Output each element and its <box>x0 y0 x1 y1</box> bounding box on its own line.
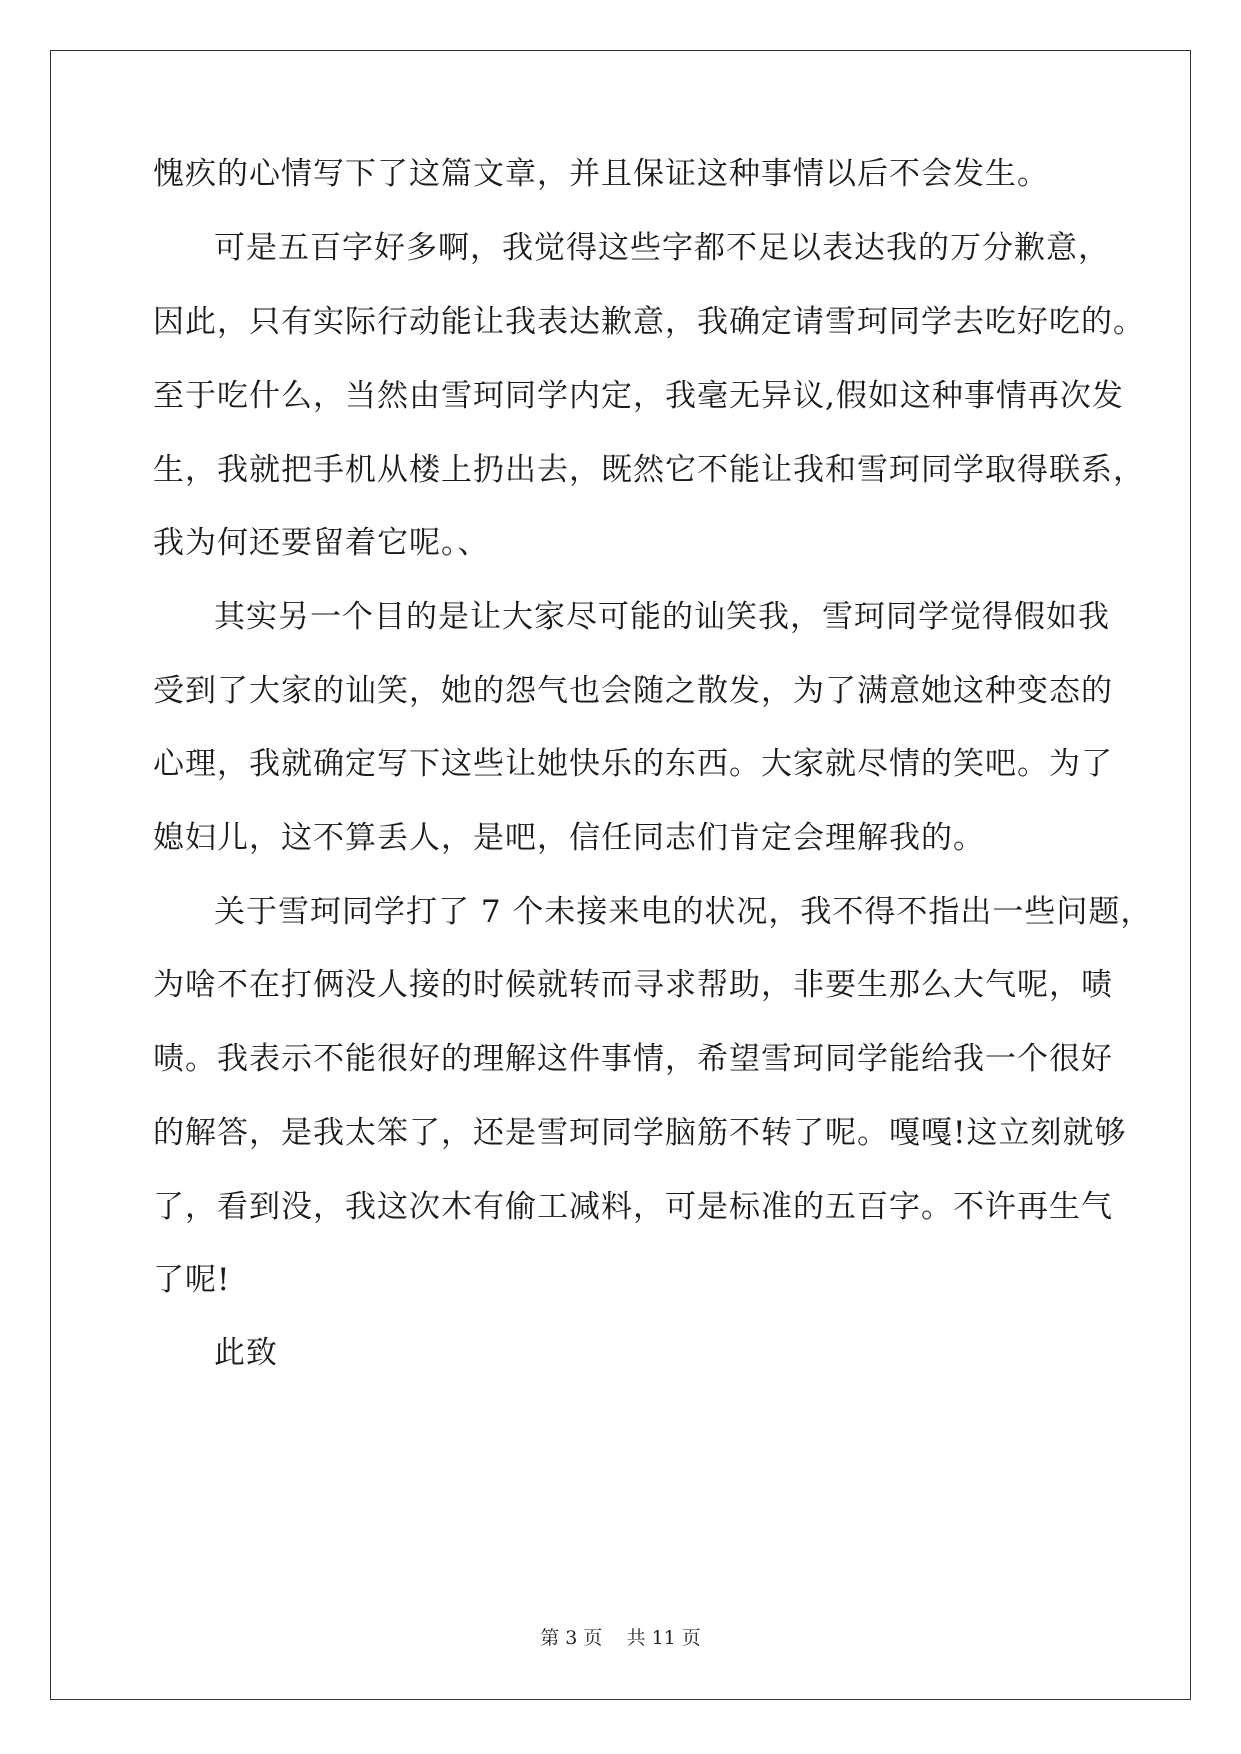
text-line: 受到了大家的讪笑，她的怨气也会随之散发，为了满意她这种变态的 <box>153 673 1113 709</box>
text-line: 了呢! <box>153 1262 231 1298</box>
text-line: 啧。我表示不能很好的理解这件事情，希望雪珂同学能给我一个很好 <box>153 1041 1113 1077</box>
paragraph-first-line: 关于雪珂同学打了 7 个未接来电的状况，我不得不指出一些问题， <box>214 894 1153 930</box>
page-number-total: 共 11 页 <box>626 1627 701 1649</box>
paragraph-first-line: 可是五百字好多啊，我觉得这些字都不足以表达我的万分歉意， <box>214 230 1110 266</box>
text-line: 因此，只有实际行动能让我表达歉意，我确定请雪珂同学去吃好吃的。 <box>153 304 1145 340</box>
page-footer <box>0 1626 1241 1650</box>
text-line: 我为何还要留着它呢。、 <box>153 525 490 561</box>
text-line: 生，我就把手机从楼上扔出去，既然它不能让我和雪珂同学取得联系， <box>153 452 1145 488</box>
page-border <box>50 50 1191 1700</box>
paragraph-first-line: 其实另一个目的是让大家尽可能的讪笑我，雪珂同学觉得假如我 <box>214 599 1110 635</box>
text-line: 为啥不在打俩没人接的时候就转而寻求帮助，非要生那么大气呢，啧 <box>153 967 1113 1003</box>
text-line: 的解答，是我太笨了，还是雪珂同学脑筋不转了呢。嘎嘎!这立刻就够 <box>153 1115 1127 1151</box>
text-line: 了，看到没，我这次木有偷工减料，可是标准的五百字。不许再生气 <box>153 1189 1113 1225</box>
text-line: 媳妇儿，这不算丢人，是吧，信任同志们肯定会理解我的。 <box>153 820 985 856</box>
text-line: 愧疚的心情写下了这篇文章，并且保证这种事情以后不会发生。 <box>153 156 1049 192</box>
page-number-current: 第 3 页 <box>540 1627 603 1649</box>
text-line: 心理，我就确定写下这些让她快乐的东西。大家就尽情的笑吧。为了 <box>153 746 1113 782</box>
closing-salutation: 此致 <box>214 1335 278 1371</box>
text-line: 至于吃什么，当然由雪珂同学内定，我毫无异议,假如这种事情再次发 <box>153 378 1124 414</box>
